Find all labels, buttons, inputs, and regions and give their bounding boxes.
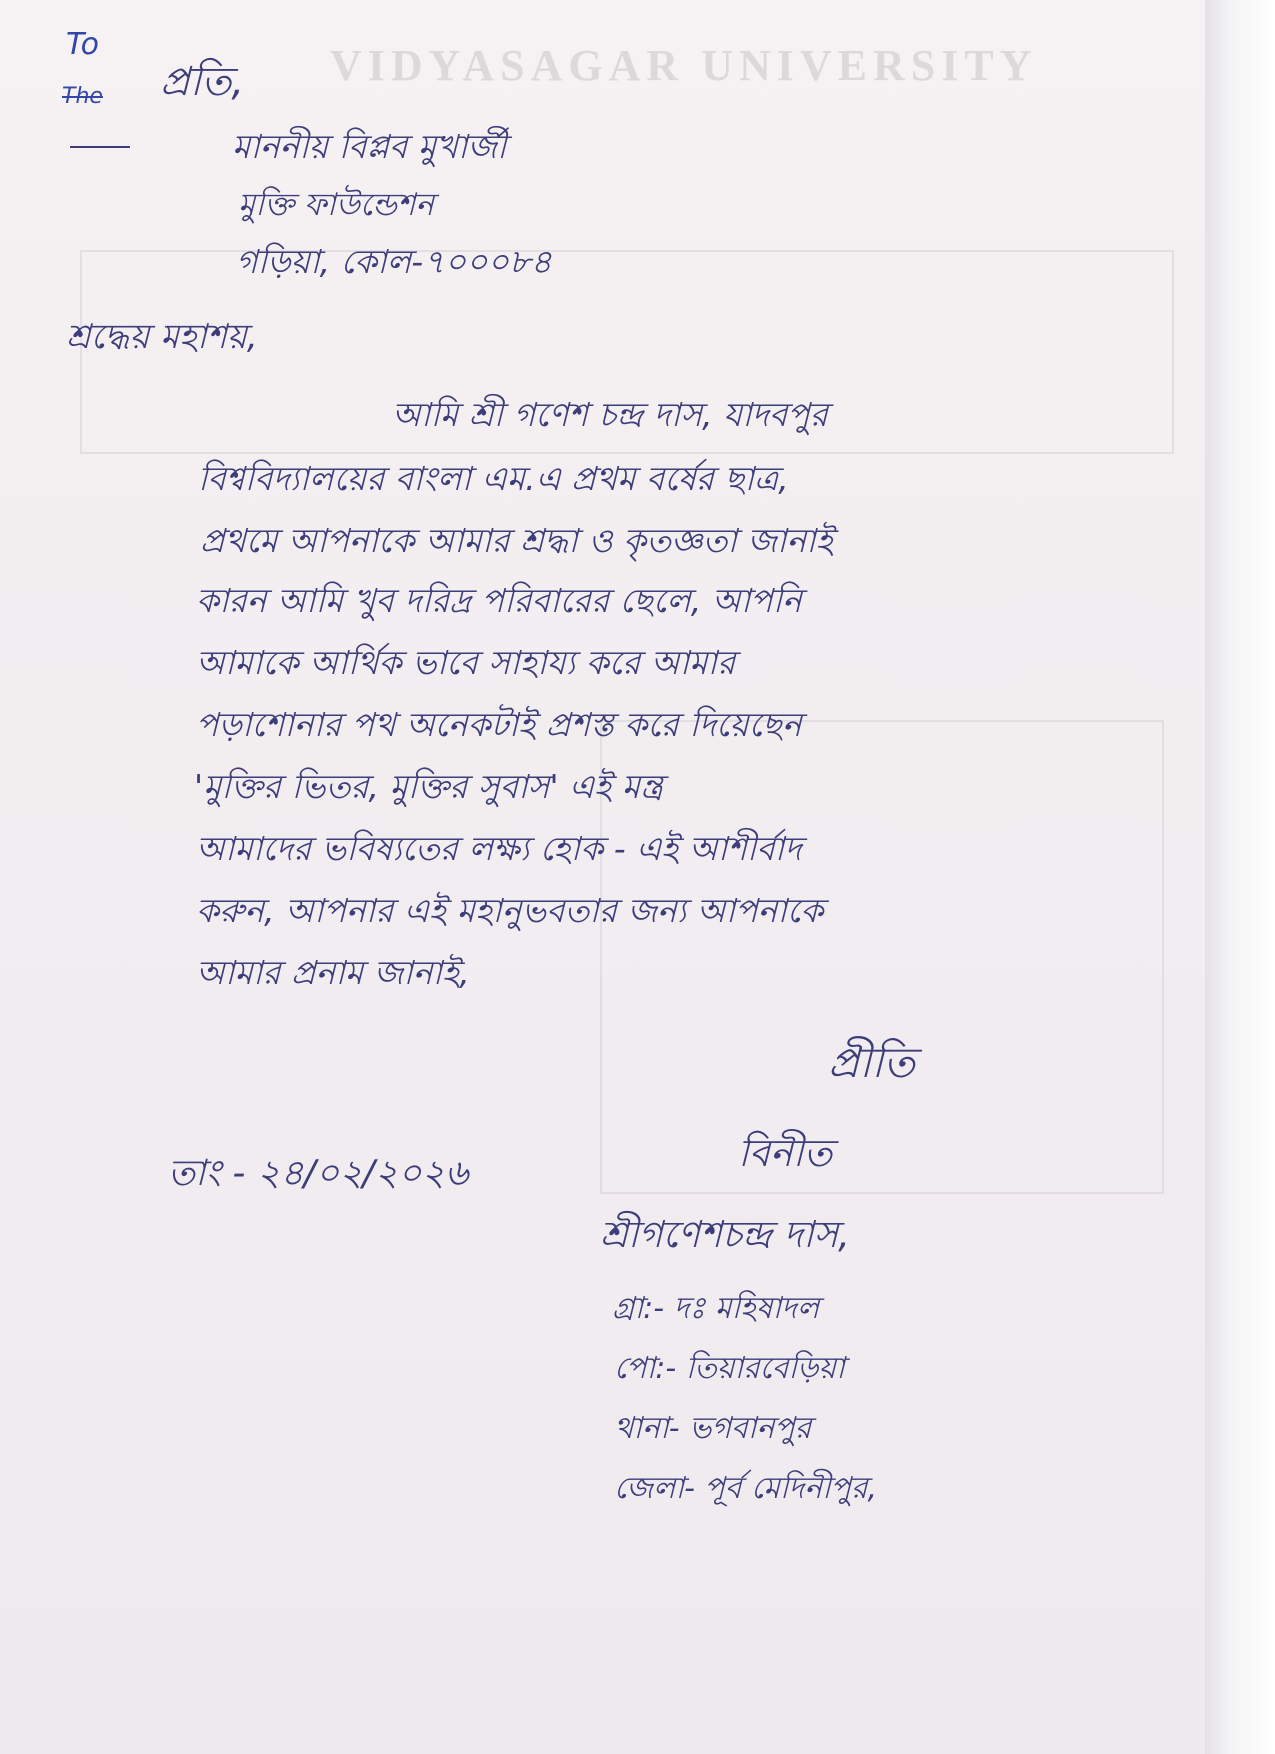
body-line-8: আমাদের ভবিষ্যতের লক্ষ্য হোক - এই আশীর্বাদ bbox=[196, 829, 802, 868]
body-line-6: পড়াশোনার পথ অনেকটাই প্রশস্ত করে দিয়েছেন bbox=[196, 705, 802, 744]
body-line-7: 'মুক্তির ভিতর, মুক্তির সুবাস' এই মন্ত্র bbox=[194, 767, 664, 806]
underline-mark bbox=[70, 146, 130, 148]
recipient-line3: গড়িয়া, কোল-৭০০০৮৪ bbox=[236, 242, 552, 281]
bleed-box-table bbox=[600, 720, 1164, 1194]
closing-greeting: প্রীতি bbox=[828, 1038, 915, 1087]
signature-district: জেলা- পূর্ব মেদিনীপুর, bbox=[614, 1471, 878, 1506]
signature-post: পো:- তিয়ারবেড়িয়া bbox=[614, 1351, 845, 1386]
body-line-3: প্রথমে আপনাকে আমার শ্রদ্ধা ও কৃতজ্ঞতা জানাই bbox=[200, 521, 833, 560]
body-line-10: আমার প্রনাম জানাই, bbox=[196, 953, 470, 992]
watermark-university: VIDYASAGAR UNIVERSITY bbox=[330, 41, 1038, 90]
signature-name: শ্রীগণেশচন্দ্র দাস, bbox=[600, 1213, 850, 1256]
body-line-4: কারন আমি খুব দরিদ্র পরিবারের ছেলে, আপনি bbox=[196, 581, 802, 620]
signature-village: গ্রা:- দঃ মহিষাদল bbox=[612, 1291, 820, 1326]
date: তাং - ২৪/০২/২০২৬ bbox=[168, 1153, 469, 1194]
salutation: শ্রদ্ধেয় মহাশয়, bbox=[66, 317, 258, 357]
the-english: The bbox=[62, 84, 103, 109]
to-english: To bbox=[66, 27, 99, 62]
closing-regards: বিনীত bbox=[738, 1131, 833, 1175]
body-line-5: আমাকে আর্থিক ভাবে সাহায্য করে আমার bbox=[196, 643, 736, 682]
body-line-1: আমি শ্রী গণেশ চন্দ্র দাস, যাদবপুর bbox=[392, 395, 828, 434]
to-bengali: প্রতি, bbox=[160, 59, 245, 105]
body-line-2: বিশ্ববিদ্যালয়ের বাংলা এম.এ প্রথম বর্ষের ছাত্র, bbox=[198, 459, 789, 498]
recipient-line1: মাননীয় বিপ্লব মুখার্জী bbox=[232, 127, 507, 166]
recipient-line2: মুক্তি ফাউন্ডেশন bbox=[238, 187, 434, 223]
body-line-9: করুন, আপনার এই মহানুভবতার জন্য আপনাকে bbox=[196, 891, 824, 930]
page-edge bbox=[1205, 0, 1275, 1754]
signature-police-station: থানা- ভগবানপুর bbox=[614, 1411, 812, 1446]
